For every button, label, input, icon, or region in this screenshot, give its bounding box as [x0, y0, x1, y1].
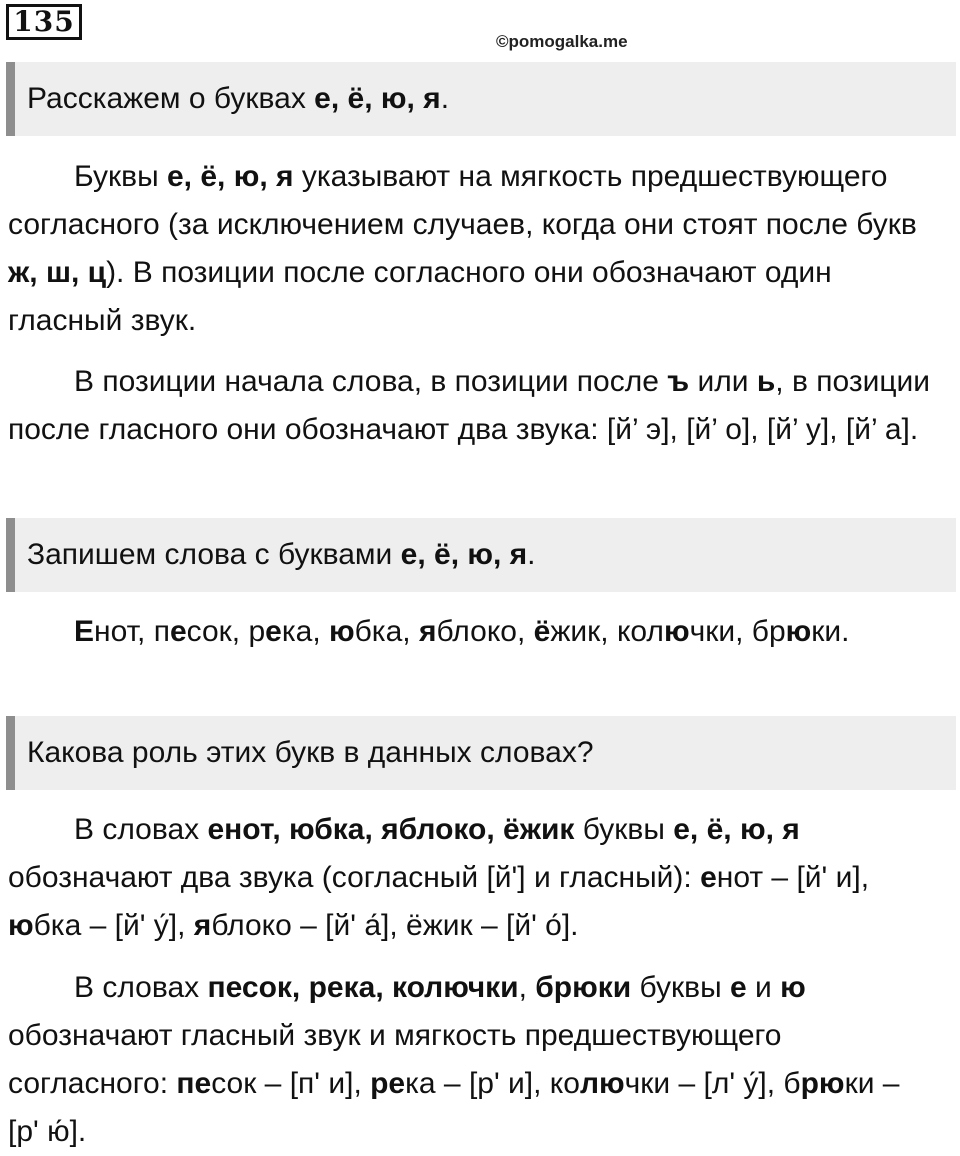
paragraph [8, 153, 938, 345]
text-run: указывают на мягкость предшествующего согласного (за исключением случаев, когда они стоят после букв [8, 160, 917, 241]
text-run: бка, [354, 615, 419, 648]
text-run: буквы [631, 971, 731, 1004]
text-run: нот, п [94, 615, 170, 648]
heading-text: е, ё, ю, я [400, 538, 528, 571]
text-run: ж, ш, ц [8, 256, 107, 289]
watermark: ©pomogalka.me [496, 32, 628, 51]
paragraph [8, 608, 938, 656]
text-run: е [700, 861, 717, 894]
text-run: , [518, 971, 536, 1004]
paragraph [8, 806, 938, 950]
text-run: нот – [й' и], [716, 861, 870, 894]
text-run: обозначают два звука (согласный [й'] и гласный): [8, 861, 701, 894]
text-run: ь [756, 365, 776, 398]
heading-text: . [440, 82, 450, 115]
text-run: песок, река, колючки [207, 971, 519, 1004]
section-heading [6, 62, 956, 136]
text-run: ю [785, 615, 812, 648]
text-run: я [193, 909, 212, 942]
text-run: ки. [811, 615, 850, 648]
heading-text: Запишем слова с буквами [27, 538, 401, 571]
heading-text: . [527, 538, 536, 571]
text-run: ю [663, 615, 690, 648]
text-run: бка – [й' у́], [33, 909, 194, 942]
text-run: ю [780, 971, 806, 1004]
text-run: ъ [667, 365, 690, 398]
text-run: сок, р [186, 615, 266, 648]
section-heading [6, 518, 956, 592]
text-run: блоко – [й' а́], ёжик – [й' о́]. [211, 909, 579, 942]
text-run: енот, юбка, яблоко, ёжик [207, 813, 575, 846]
text-run: , в позиции после гласного они обозначают два звука: [й’ э], [й’ о], [й’ у], [й’ а]. [8, 365, 931, 446]
text-run: чки – [л' у́], б [624, 1067, 801, 1100]
paragraph [8, 358, 938, 454]
text-run: ё [533, 615, 551, 648]
heading-text: Расскажем о буквах [27, 82, 315, 115]
text-run: е [169, 615, 187, 648]
text-run: сок – [п' и], [211, 1067, 371, 1100]
page-number: 135 [6, 4, 82, 40]
text-run: чки, бр [689, 615, 786, 648]
text-run: В словах [74, 971, 208, 1004]
text-run: ки – [р' ю́]. [8, 1067, 900, 1148]
text-run: блоко, [436, 615, 534, 648]
heading-text: Какова роль этих букв в данных словах? [27, 736, 594, 769]
text-run: буквы [574, 813, 674, 846]
text-run: пе [176, 1067, 212, 1100]
text-run: ю [8, 909, 34, 942]
text-run: рю [800, 1067, 845, 1100]
text-run: Буквы [74, 160, 167, 193]
text-run: ю [328, 615, 355, 648]
paragraph [8, 964, 938, 1156]
text-run: или [689, 365, 757, 398]
text-run: В словах [74, 813, 208, 846]
text-run: я [418, 615, 437, 648]
text-run: брюки [535, 971, 632, 1004]
text-run: е, ё, ю, я [167, 160, 294, 193]
text-run: е [730, 971, 747, 1004]
text-run: е [265, 615, 282, 648]
heading-text: е, ё, ю, я [314, 82, 441, 115]
text-run: лю [579, 1067, 625, 1100]
text-run: е, ё, ю, я [673, 813, 800, 846]
text-run: ре [370, 1067, 406, 1100]
section-heading [6, 716, 956, 790]
text-run: жик, кол [550, 615, 664, 648]
text-run: В позиции начала слова, в позиции после [74, 365, 668, 398]
text-run: Е [74, 615, 95, 648]
text-run: ). В позиции после согласного они обозначают один гласный звук. [8, 256, 832, 337]
text-run: и [746, 971, 781, 1004]
text-run: ка, [281, 615, 329, 648]
text-run: ка – [р' и], ко [405, 1067, 580, 1100]
text-run: обозначают гласный звук и мягкость предшествующего согласного: [8, 1019, 782, 1100]
